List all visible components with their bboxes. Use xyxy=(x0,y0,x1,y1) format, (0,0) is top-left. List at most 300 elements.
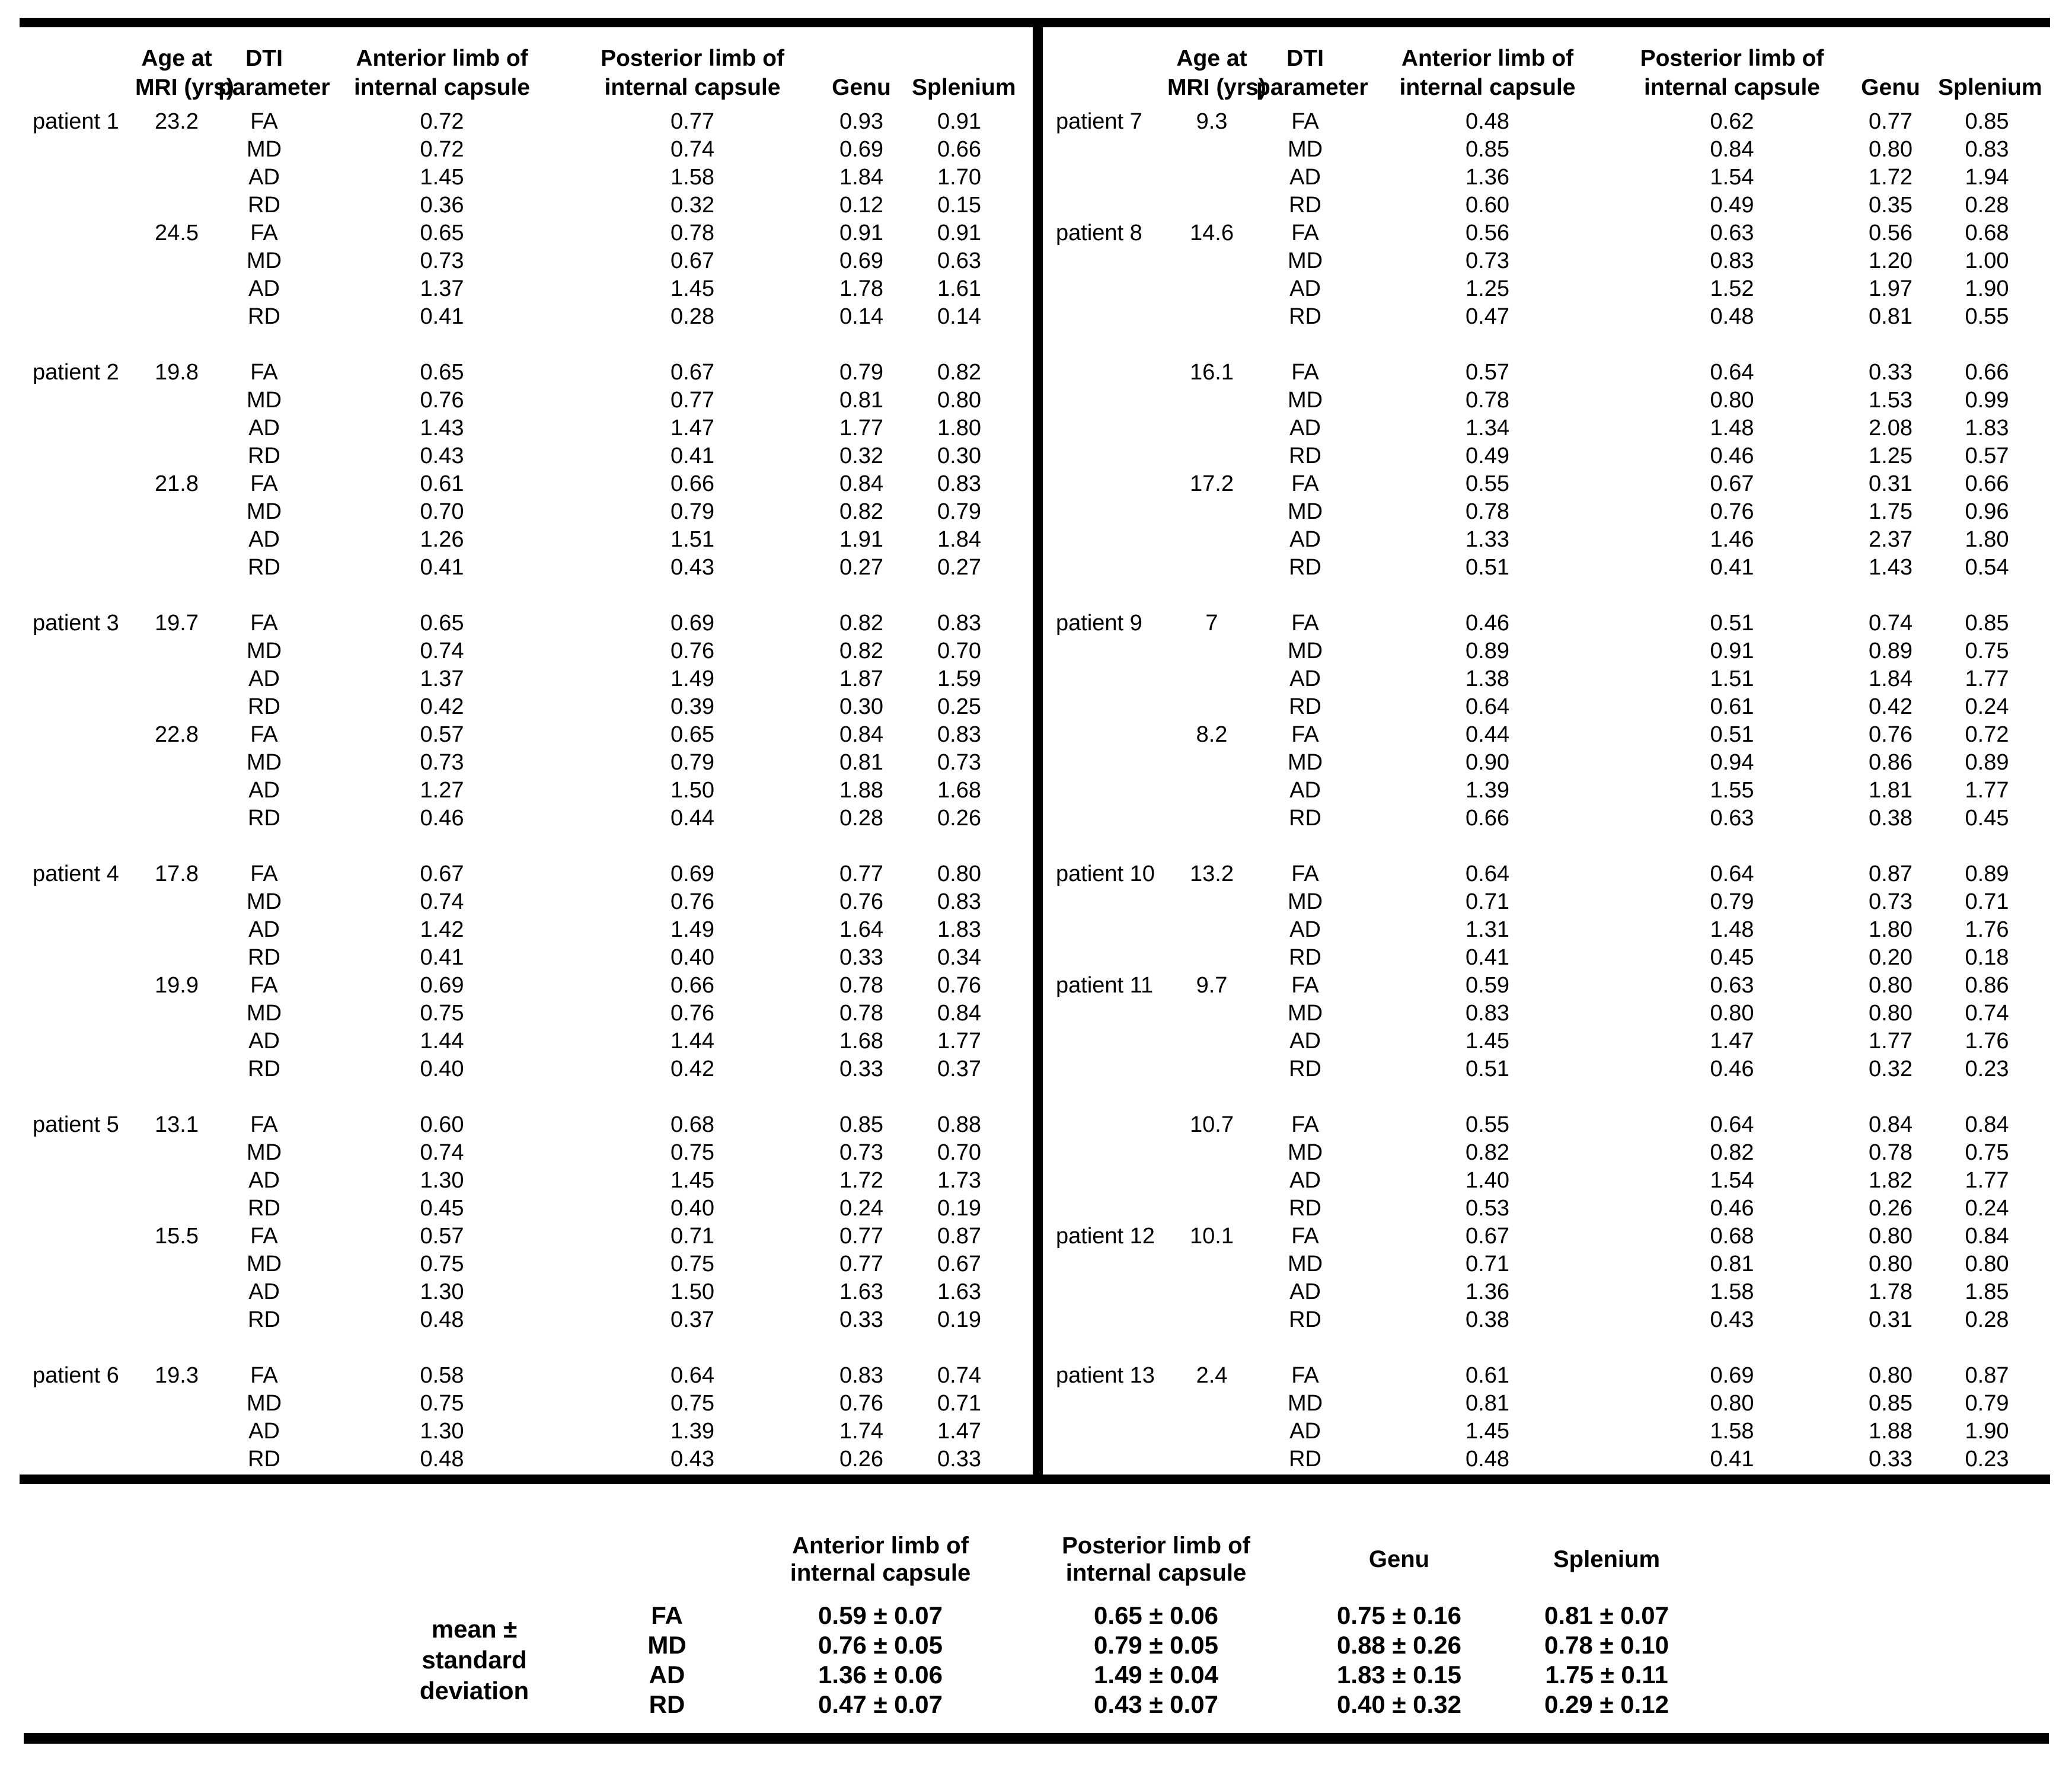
posterior-limb-value: 0.39 xyxy=(671,694,714,719)
genu-value: 1.72 xyxy=(839,1168,883,1193)
col-header-splenium: Splenium xyxy=(1938,75,2042,100)
table-row xyxy=(20,442,1007,470)
dti-parameter: MD xyxy=(246,248,282,273)
dti-parameter: AD xyxy=(248,165,280,190)
splenium-value: 0.66 xyxy=(1965,471,2009,496)
splenium-value: 0.80 xyxy=(1965,1252,2009,1276)
splenium-value: 0.75 xyxy=(1965,639,2009,663)
splenium-value: 0.80 xyxy=(937,388,981,413)
posterior-limb-value: 0.74 xyxy=(671,137,714,162)
genu-value: 0.82 xyxy=(839,611,883,636)
table-row xyxy=(20,665,1007,693)
table-row xyxy=(1043,972,2045,1000)
genu-value: 1.25 xyxy=(1869,443,1913,468)
dti-parameter: MD xyxy=(246,1140,282,1165)
dti-parameter: RD xyxy=(248,806,280,831)
dti-parameter: FA xyxy=(250,109,278,134)
table-row xyxy=(1043,414,2045,442)
summary-separator-rule xyxy=(20,1475,2050,1484)
genu-value: 0.76 xyxy=(839,1391,883,1416)
table-row xyxy=(1043,387,2045,414)
patients-table-right xyxy=(1043,27,2045,1473)
posterior-limb-value: 0.46 xyxy=(1710,1196,1754,1221)
table-row xyxy=(1043,1250,2045,1278)
genu-mean: 0.75 ± 0.16 xyxy=(1337,1601,1461,1629)
age-value: 19.8 xyxy=(155,360,199,385)
genu-value: 0.30 xyxy=(839,694,883,719)
summary-header-row xyxy=(356,1518,1707,1601)
genu-value: 1.84 xyxy=(1869,666,1913,691)
age-value: 8.2 xyxy=(1196,722,1228,747)
anterior-limb-value: 0.83 xyxy=(1466,1001,1509,1026)
anterior-limb-value: 0.67 xyxy=(1466,1224,1509,1249)
dti-parameter: FA xyxy=(250,1112,278,1137)
posterior-limb-value: 1.49 xyxy=(671,666,714,691)
splenium-value: 0.54 xyxy=(1965,555,2009,580)
anterior-limb-value: 1.31 xyxy=(1466,917,1509,942)
splenium-value: 0.79 xyxy=(1965,1391,2009,1416)
splenium-value: 1.59 xyxy=(937,666,981,691)
dti-parameter: FA xyxy=(250,722,278,747)
splenium-value: 0.28 xyxy=(1965,193,2009,218)
posterior-limb-value: 1.39 xyxy=(671,1419,714,1444)
splenium-value: 0.68 xyxy=(1965,221,2009,245)
anterior-limb-value: 0.73 xyxy=(420,750,464,775)
posterior-limb-value: 0.80 xyxy=(1710,388,1754,413)
dti-parameter: FA xyxy=(1291,1363,1319,1388)
anterior-limb-value: 1.39 xyxy=(1466,778,1509,803)
table-row xyxy=(20,1445,1007,1473)
dti-parameter: MD xyxy=(246,1391,282,1416)
splenium-value: 1.83 xyxy=(937,917,981,942)
age-value: 17.2 xyxy=(1190,471,1234,496)
splenium-value: 1.77 xyxy=(937,1029,981,1054)
col-header-age-line2: MRI (yrs) xyxy=(135,75,234,100)
splenium-value: 0.82 xyxy=(937,360,981,385)
anterior-limb-mean: 1.36 ± 0.06 xyxy=(818,1661,943,1689)
anterior-limb-value: 0.90 xyxy=(1466,750,1509,775)
anterior-limb-value: 0.41 xyxy=(420,555,464,580)
dti-parameter: FA xyxy=(250,1363,278,1388)
posterior-limb-value: 1.48 xyxy=(1710,917,1754,942)
dti-parameter: MD xyxy=(1287,889,1323,914)
posterior-limb-value: 0.40 xyxy=(671,1196,714,1221)
anterior-limb-mean: 0.76 ± 0.05 xyxy=(818,1631,943,1659)
anterior-limb-value: 0.64 xyxy=(1466,694,1509,719)
table-row xyxy=(20,1111,1007,1139)
table-row xyxy=(20,1250,1007,1278)
age-value: 10.1 xyxy=(1190,1224,1234,1249)
genu-value: 0.73 xyxy=(839,1140,883,1165)
genu-value: 0.89 xyxy=(1869,639,1913,663)
posterior-limb-value: 0.76 xyxy=(1710,499,1754,524)
anterior-limb-value: 1.45 xyxy=(420,165,464,190)
genu-value: 1.87 xyxy=(839,666,883,691)
dti-parameter: AD xyxy=(1289,416,1321,441)
dti-parameter: AD xyxy=(248,527,280,552)
posterior-limb-value: 0.75 xyxy=(671,1391,714,1416)
dti-parameter: MD xyxy=(1287,750,1323,775)
table-row xyxy=(20,303,1007,331)
spacer-row xyxy=(1043,1334,2045,1362)
anterior-limb-value: 0.78 xyxy=(1466,499,1509,524)
table-row xyxy=(1043,1362,2045,1390)
col-header-posterior-line2: internal capsule xyxy=(1644,75,1820,100)
posterior-limb-value: 0.80 xyxy=(1710,1001,1754,1026)
splenium-value: 0.73 xyxy=(937,750,981,775)
genu-value: 1.43 xyxy=(1869,555,1913,580)
spacer-row xyxy=(20,832,1007,860)
posterior-limb-value: 0.49 xyxy=(1710,193,1754,218)
posterior-limb-value: 1.49 xyxy=(671,917,714,942)
col-header-dti-line2: parameter xyxy=(1256,75,1368,100)
table-row xyxy=(1043,1390,2045,1418)
anterior-limb-value: 0.57 xyxy=(420,1224,464,1249)
genu-value: 0.82 xyxy=(839,639,883,663)
col-header-age: Age at xyxy=(141,46,212,71)
genu-value: 1.77 xyxy=(1869,1029,1913,1054)
dti-parameter: FA xyxy=(250,471,278,496)
anterior-limb-value: 0.71 xyxy=(1466,889,1509,914)
patient-label: patient 10 xyxy=(1056,861,1155,886)
splenium-value: 1.77 xyxy=(1965,666,2009,691)
posterior-limb-value: 0.78 xyxy=(671,221,714,245)
splenium-mean: 1.75 ± 0.11 xyxy=(1545,1661,1668,1689)
table-row xyxy=(20,637,1007,665)
dti-parameter: RD xyxy=(1289,304,1321,329)
dti-parameter: AD xyxy=(1289,666,1321,691)
anterior-limb-value: 0.53 xyxy=(1466,1196,1509,1221)
anterior-limb-value: 0.38 xyxy=(1466,1307,1509,1332)
anterior-limb-value: 0.72 xyxy=(420,109,464,134)
genu-value: 0.26 xyxy=(1869,1196,1913,1221)
dti-parameter: RD xyxy=(248,1307,280,1332)
anterior-limb-value: 0.70 xyxy=(420,499,464,524)
dti-parameter: FA xyxy=(651,1601,683,1629)
table-row xyxy=(1043,470,2045,498)
anterior-limb-value: 0.47 xyxy=(1466,304,1509,329)
anterior-limb-mean: 0.47 ± 0.07 xyxy=(818,1690,943,1718)
splenium-value: 0.89 xyxy=(1965,750,2009,775)
spacer-row xyxy=(20,1334,1007,1362)
dti-parameter: MD xyxy=(1287,1391,1323,1416)
genu-value: 0.42 xyxy=(1869,694,1913,719)
anterior-limb-value: 0.42 xyxy=(420,694,464,719)
dti-parameter: RD xyxy=(248,555,280,580)
table-row xyxy=(20,414,1007,442)
table-row xyxy=(20,136,1007,164)
age-value: 19.7 xyxy=(155,611,199,636)
splenium-value: 0.33 xyxy=(937,1447,981,1472)
genu-value: 0.80 xyxy=(1869,137,1913,162)
age-value: 17.8 xyxy=(155,861,199,886)
table-row xyxy=(1043,192,2045,219)
dti-parameter: AD xyxy=(1289,1168,1321,1193)
dti-parameter: RD xyxy=(248,304,280,329)
anterior-limb-value: 1.34 xyxy=(1466,416,1509,441)
table-row xyxy=(1043,1111,2045,1139)
table-row xyxy=(1043,442,2045,470)
dti-parameter: RD xyxy=(1289,1057,1321,1081)
anterior-limb-value: 0.64 xyxy=(1466,861,1509,886)
anterior-limb-value: 0.49 xyxy=(1466,443,1509,468)
dti-parameter: AD xyxy=(248,666,280,691)
posterior-limb-value: 0.51 xyxy=(1710,722,1754,747)
anterior-limb-value: 0.41 xyxy=(1466,945,1509,970)
dti-parameter: AD xyxy=(248,1029,280,1054)
col-header-age: Age at xyxy=(1176,46,1247,71)
table-row xyxy=(20,1223,1007,1250)
age-value: 23.2 xyxy=(155,109,199,134)
anterior-limb-value: 1.42 xyxy=(420,917,464,942)
posterior-limb-value: 0.94 xyxy=(1710,750,1754,775)
anterior-limb-value: 0.89 xyxy=(1466,639,1509,663)
splenium-value: 0.23 xyxy=(1965,1057,2009,1081)
posterior-limb-value: 0.69 xyxy=(671,861,714,886)
spacer-row xyxy=(20,331,1007,359)
genu-value: 1.91 xyxy=(839,527,883,552)
posterior-limb-value: 1.52 xyxy=(1710,276,1754,301)
col-header-anterior-line2: internal capsule xyxy=(354,75,530,100)
anterior-limb-value: 1.30 xyxy=(420,1419,464,1444)
col-header-dti-line2: parameter xyxy=(218,75,330,100)
age-value: 14.6 xyxy=(1190,221,1234,245)
age-value: 13.2 xyxy=(1190,861,1234,886)
anterior-limb-value: 0.72 xyxy=(420,137,464,162)
anterior-limb-value: 0.36 xyxy=(420,193,464,218)
posterior-limb-value: 1.58 xyxy=(1710,1419,1754,1444)
anterior-limb-value: 1.30 xyxy=(420,1279,464,1304)
table-row xyxy=(20,1418,1007,1445)
genu-value: 1.97 xyxy=(1869,276,1913,301)
anterior-limb-value: 1.38 xyxy=(1466,666,1509,691)
dti-parameter: FA xyxy=(1291,109,1319,134)
table-row xyxy=(20,693,1007,721)
table-row xyxy=(1043,721,2045,749)
posterior-limb-value: 0.65 xyxy=(671,722,714,747)
dti-parameter: RD xyxy=(248,443,280,468)
dti-parameter: RD xyxy=(1289,945,1321,970)
anterior-limb-value: 0.48 xyxy=(420,1307,464,1332)
table-row xyxy=(1043,1055,2045,1083)
dti-parameter: RD xyxy=(1289,555,1321,580)
genu-value: 1.78 xyxy=(1869,1279,1913,1304)
posterior-limb-value: 1.48 xyxy=(1710,416,1754,441)
dti-parameter: AD xyxy=(1289,527,1321,552)
anterior-limb-value: 1.33 xyxy=(1466,527,1509,552)
dti-parameter: AD xyxy=(1289,778,1321,803)
splenium-value: 0.23 xyxy=(1965,1447,2009,1472)
genu-value: 1.72 xyxy=(1869,165,1913,190)
dti-parameter: MD xyxy=(647,1631,687,1659)
dti-parameter: AD xyxy=(248,1168,280,1193)
summary-col-header-anterior: Anterior limb of internal capsule xyxy=(790,1533,971,1586)
dti-parameter: RD xyxy=(248,1057,280,1081)
splenium-value: 0.72 xyxy=(1965,722,2009,747)
anterior-limb-value: 1.37 xyxy=(420,666,464,691)
anterior-limb-value: 0.44 xyxy=(1466,722,1509,747)
posterior-limb-value: 0.76 xyxy=(671,1001,714,1026)
patient-label: patient 9 xyxy=(1056,611,1142,636)
splenium-value: 0.83 xyxy=(937,722,981,747)
genu-value: 0.33 xyxy=(839,1057,883,1081)
genu-value: 0.27 xyxy=(839,555,883,580)
posterior-limb-value: 1.55 xyxy=(1710,778,1754,803)
anterior-limb-value: 0.41 xyxy=(420,304,464,329)
splenium-value: 0.75 xyxy=(1965,1140,2009,1165)
posterior-limb-value: 0.61 xyxy=(1710,694,1754,719)
dti-parameter: RD xyxy=(1289,1196,1321,1221)
splenium-value: 0.67 xyxy=(937,1252,981,1276)
anterior-limb-value: 1.30 xyxy=(420,1168,464,1193)
posterior-limb-value: 0.41 xyxy=(1710,555,1754,580)
table-row xyxy=(1043,693,2045,721)
patient-label: patient 3 xyxy=(33,611,119,636)
patient-label: patient 8 xyxy=(1056,221,1142,245)
table-row xyxy=(1043,1139,2045,1167)
anterior-limb-value: 0.73 xyxy=(1466,248,1509,273)
dti-parameter: FA xyxy=(1291,861,1319,886)
posterior-limb-value: 0.84 xyxy=(1710,137,1754,162)
age-value: 13.1 xyxy=(155,1112,199,1137)
dti-parameter: RD xyxy=(248,1196,280,1221)
dti-parameter: RD xyxy=(1289,1307,1321,1332)
anterior-limb-mean: 0.59 ± 0.07 xyxy=(818,1601,943,1629)
genu-value: 1.75 xyxy=(1869,499,1913,524)
splenium-value: 0.79 xyxy=(937,499,981,524)
genu-value: 1.81 xyxy=(1869,778,1913,803)
posterior-limb-value: 0.62 xyxy=(1710,109,1754,134)
anterior-limb-value: 0.60 xyxy=(1466,193,1509,218)
table-row xyxy=(20,526,1007,554)
genu-value: 2.37 xyxy=(1869,527,1913,552)
splenium-value: 1.77 xyxy=(1965,1168,2009,1193)
splenium-value: 0.66 xyxy=(1965,360,2009,385)
posterior-limb-value: 0.42 xyxy=(671,1057,714,1081)
genu-value: 1.20 xyxy=(1869,248,1913,273)
posterior-limb-value: 0.67 xyxy=(671,248,714,273)
dti-parameter: RD xyxy=(1289,1447,1321,1472)
genu-value: 0.78 xyxy=(839,1001,883,1026)
patient-label: patient 2 xyxy=(33,360,119,385)
dti-parameter: MD xyxy=(246,1001,282,1026)
posterior-limb-value: 0.40 xyxy=(671,945,714,970)
table-row xyxy=(20,164,1007,192)
table-row xyxy=(20,749,1007,777)
anterior-limb-value: 0.59 xyxy=(1466,973,1509,998)
table-row xyxy=(20,1139,1007,1167)
col-header-posterior: Posterior limb of xyxy=(601,46,784,71)
age-value: 22.8 xyxy=(155,722,199,747)
dti-parameter: AD xyxy=(1289,1279,1321,1304)
anterior-limb-value: 1.27 xyxy=(420,778,464,803)
genu-value: 0.80 xyxy=(1869,1363,1913,1388)
splenium-value: 0.88 xyxy=(937,1112,981,1137)
table-row xyxy=(1043,1000,2045,1027)
anterior-limb-value: 0.74 xyxy=(420,1140,464,1165)
spacer-row xyxy=(1043,582,2045,609)
posterior-limb-value: 0.81 xyxy=(1710,1252,1754,1276)
genu-value: 0.33 xyxy=(1869,1447,1913,1472)
table-body-right xyxy=(1043,102,2045,1473)
genu-value: 0.81 xyxy=(1869,304,1913,329)
genu-value: 1.78 xyxy=(839,276,883,301)
genu-value: 0.77 xyxy=(1869,109,1913,134)
splenium-value: 0.86 xyxy=(1965,973,2009,998)
table-row xyxy=(1043,1027,2045,1055)
dti-parameter: FA xyxy=(1291,722,1319,747)
genu-value: 0.80 xyxy=(1869,1252,1913,1276)
summary-col-header-posterior: Posterior limb of internal capsule xyxy=(1062,1533,1250,1586)
table-row xyxy=(20,554,1007,582)
posterior-limb-value: 0.76 xyxy=(671,639,714,663)
anterior-limb-value: 0.65 xyxy=(420,360,464,385)
patient-label: patient 11 xyxy=(1056,973,1154,998)
genu-value: 0.77 xyxy=(839,1224,883,1249)
genu-value: 1.82 xyxy=(1869,1168,1913,1193)
splenium-value: 0.71 xyxy=(1965,889,2009,914)
genu-value: 0.83 xyxy=(839,1363,883,1388)
splenium-value: 0.89 xyxy=(1965,861,2009,886)
summary-row-label: mean ± standard deviation xyxy=(419,1615,529,1705)
dti-parameter: FA xyxy=(1291,973,1319,998)
patient-label: patient 12 xyxy=(1056,1224,1155,1249)
anterior-limb-value: 0.48 xyxy=(1466,109,1509,134)
table-row xyxy=(20,1027,1007,1055)
anterior-limb-value: 1.37 xyxy=(420,276,464,301)
anterior-limb-value: 0.75 xyxy=(420,1001,464,1026)
anterior-limb-value: 0.76 xyxy=(420,388,464,413)
genu-value: 0.81 xyxy=(839,750,883,775)
splenium-value: 0.91 xyxy=(937,221,981,245)
table-row xyxy=(1043,136,2045,164)
col-header-anterior: Anterior limb of xyxy=(356,46,528,71)
age-value: 19.9 xyxy=(155,973,199,998)
posterior-limb-value: 0.63 xyxy=(1710,806,1754,831)
anterior-limb-value: 0.65 xyxy=(420,611,464,636)
splenium-value: 0.55 xyxy=(1965,304,2009,329)
anterior-limb-value: 0.51 xyxy=(1466,555,1509,580)
dti-parameter: FA xyxy=(250,360,278,385)
header-row xyxy=(20,73,1016,102)
genu-value: 0.80 xyxy=(1869,1224,1913,1249)
col-header-posterior: Posterior limb of xyxy=(1640,46,1824,71)
posterior-limb-value: 0.41 xyxy=(671,443,714,468)
posterior-limb-mean: 0.43 ± 0.07 xyxy=(1094,1690,1218,1718)
splenium-value: 0.76 xyxy=(937,973,981,998)
anterior-limb-value: 0.55 xyxy=(1466,471,1509,496)
splenium-value: 1.68 xyxy=(937,778,981,803)
table-row xyxy=(20,805,1007,832)
table-row xyxy=(1043,665,2045,693)
anterior-limb-value: 0.46 xyxy=(420,806,464,831)
table-row xyxy=(20,1306,1007,1334)
anterior-limb-value: 0.65 xyxy=(420,221,464,245)
splenium-value: 0.99 xyxy=(1965,388,2009,413)
table-row xyxy=(20,1362,1007,1390)
dti-parameter: FA xyxy=(250,861,278,886)
table-row xyxy=(1043,777,2045,805)
age-value: 16.1 xyxy=(1190,360,1234,385)
splenium-value: 0.80 xyxy=(937,861,981,886)
genu-value: 0.86 xyxy=(1869,750,1913,775)
splenium-value: 1.61 xyxy=(937,276,981,301)
table-row xyxy=(20,1167,1007,1195)
table-row xyxy=(20,192,1007,219)
genu-value: 0.78 xyxy=(839,973,883,998)
splenium-value: 0.74 xyxy=(1965,1001,2009,1026)
table-header-left xyxy=(20,27,1016,102)
